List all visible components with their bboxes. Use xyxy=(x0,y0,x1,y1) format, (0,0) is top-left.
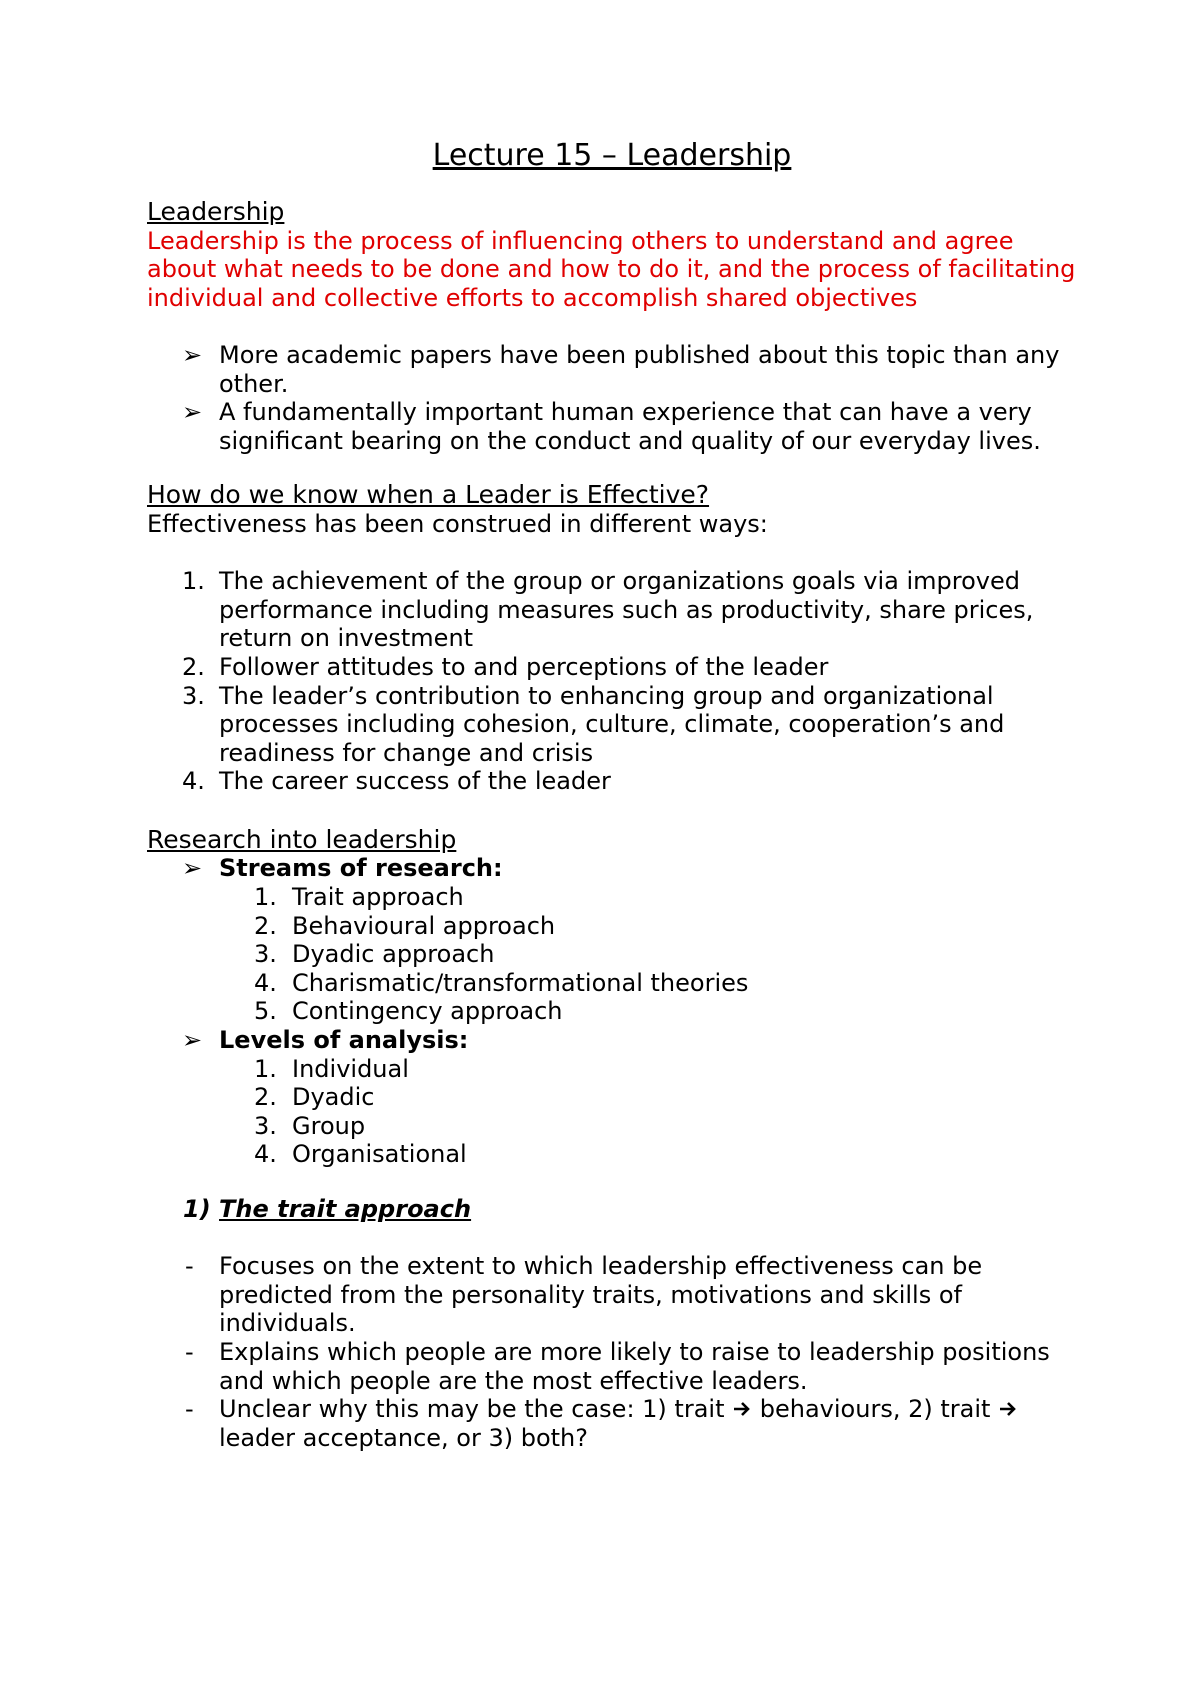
leadership-definition: Leadership is the process of influencing others to understand and agree about what needs to be done and how to do it, and the process of facilitating individual and collective efforts to accomplish shared objectives xyxy=(147,226,1076,312)
list-item: 2. Follower attitudes to and perceptions of the leader xyxy=(182,652,829,681)
list-item: 4. Organisational xyxy=(254,1140,467,1169)
arrow-bullet-icon: ➢ xyxy=(182,340,203,369)
streams-list xyxy=(147,883,1077,1026)
effective-intro: Effectiveness has been construed in different ways: xyxy=(147,509,768,538)
list-item: 1. Individual xyxy=(254,1054,409,1083)
page-title: Lecture 15 – Leadership xyxy=(432,138,792,173)
list-item: 5. Contingency approach xyxy=(254,997,563,1026)
dash-bullet: - xyxy=(185,1252,194,1281)
list-item: - Explains which people are more likely to raise to leadership positions and which people are the most effective leaders. xyxy=(185,1337,1050,1395)
document-page xyxy=(147,136,1077,1452)
list-item: 1. The achievement of the group or organizations goals via improved performance including measures such as productivity, share prices, return on investment xyxy=(182,567,1034,653)
list-item: 3. The leader’s contribution to enhancing group and organizational processes including cohesion, culture, climate, cooperation’s and readiness for change and crisis xyxy=(182,681,1005,767)
list-item: 2. Behavioural approach xyxy=(254,911,556,940)
arrow-bullet-icon: ➢ xyxy=(182,398,203,427)
arrow-bullet-icon: ➢ xyxy=(182,854,203,883)
list-item: ➢ A fundamentally important human experience that can have a very significant bearing on the conduct and quality of our everyday lives. xyxy=(182,398,1041,455)
list-item: 4. The career success of the leader xyxy=(182,767,611,796)
trait-bullets xyxy=(147,1252,1077,1452)
leadership-bullets xyxy=(147,341,1077,455)
list-item: 3. Dyadic approach xyxy=(254,940,495,969)
research-levels xyxy=(147,1026,1077,1055)
trait-heading: 1) The trait approach xyxy=(183,1195,472,1223)
list-item: 4. Charismatic/transformational theories xyxy=(254,968,749,997)
effective-heading: How do we know when a Leader is Effective? xyxy=(147,480,710,510)
right-arrow-icon xyxy=(998,1399,1018,1419)
list-item: 1. Trait approach xyxy=(254,883,464,912)
right-arrow-icon xyxy=(732,1399,752,1419)
list-item: 2. Dyadic xyxy=(254,1083,375,1112)
list-item: 3. Group xyxy=(254,1111,366,1140)
research-streams xyxy=(147,854,1077,883)
list-item: ➢ Streams of research: xyxy=(182,854,503,883)
levels-list xyxy=(147,1055,1077,1169)
research-heading: Research into leadership xyxy=(147,824,457,854)
effective-list xyxy=(147,567,1077,796)
dash-bullet: - xyxy=(185,1337,194,1366)
arrow-bullet-icon: ➢ xyxy=(182,1026,203,1055)
leadership-heading: Leadership xyxy=(147,197,285,226)
list-item: - Unclear why this may be the case: 1) trait behaviours, 2) trait leader acceptance, or 3) both? xyxy=(147,1395,1077,1452)
list-item: ➢ More academic papers have been published about this topic than any other. xyxy=(182,340,1060,398)
list-item: - Focuses on the extent to which leadership effectiveness can be predicted from the personality traits, motivations and skills of individuals. xyxy=(185,1252,983,1338)
dash-bullet: - xyxy=(185,1395,194,1424)
list-item: ➢ Levels of analysis: xyxy=(182,1026,469,1055)
